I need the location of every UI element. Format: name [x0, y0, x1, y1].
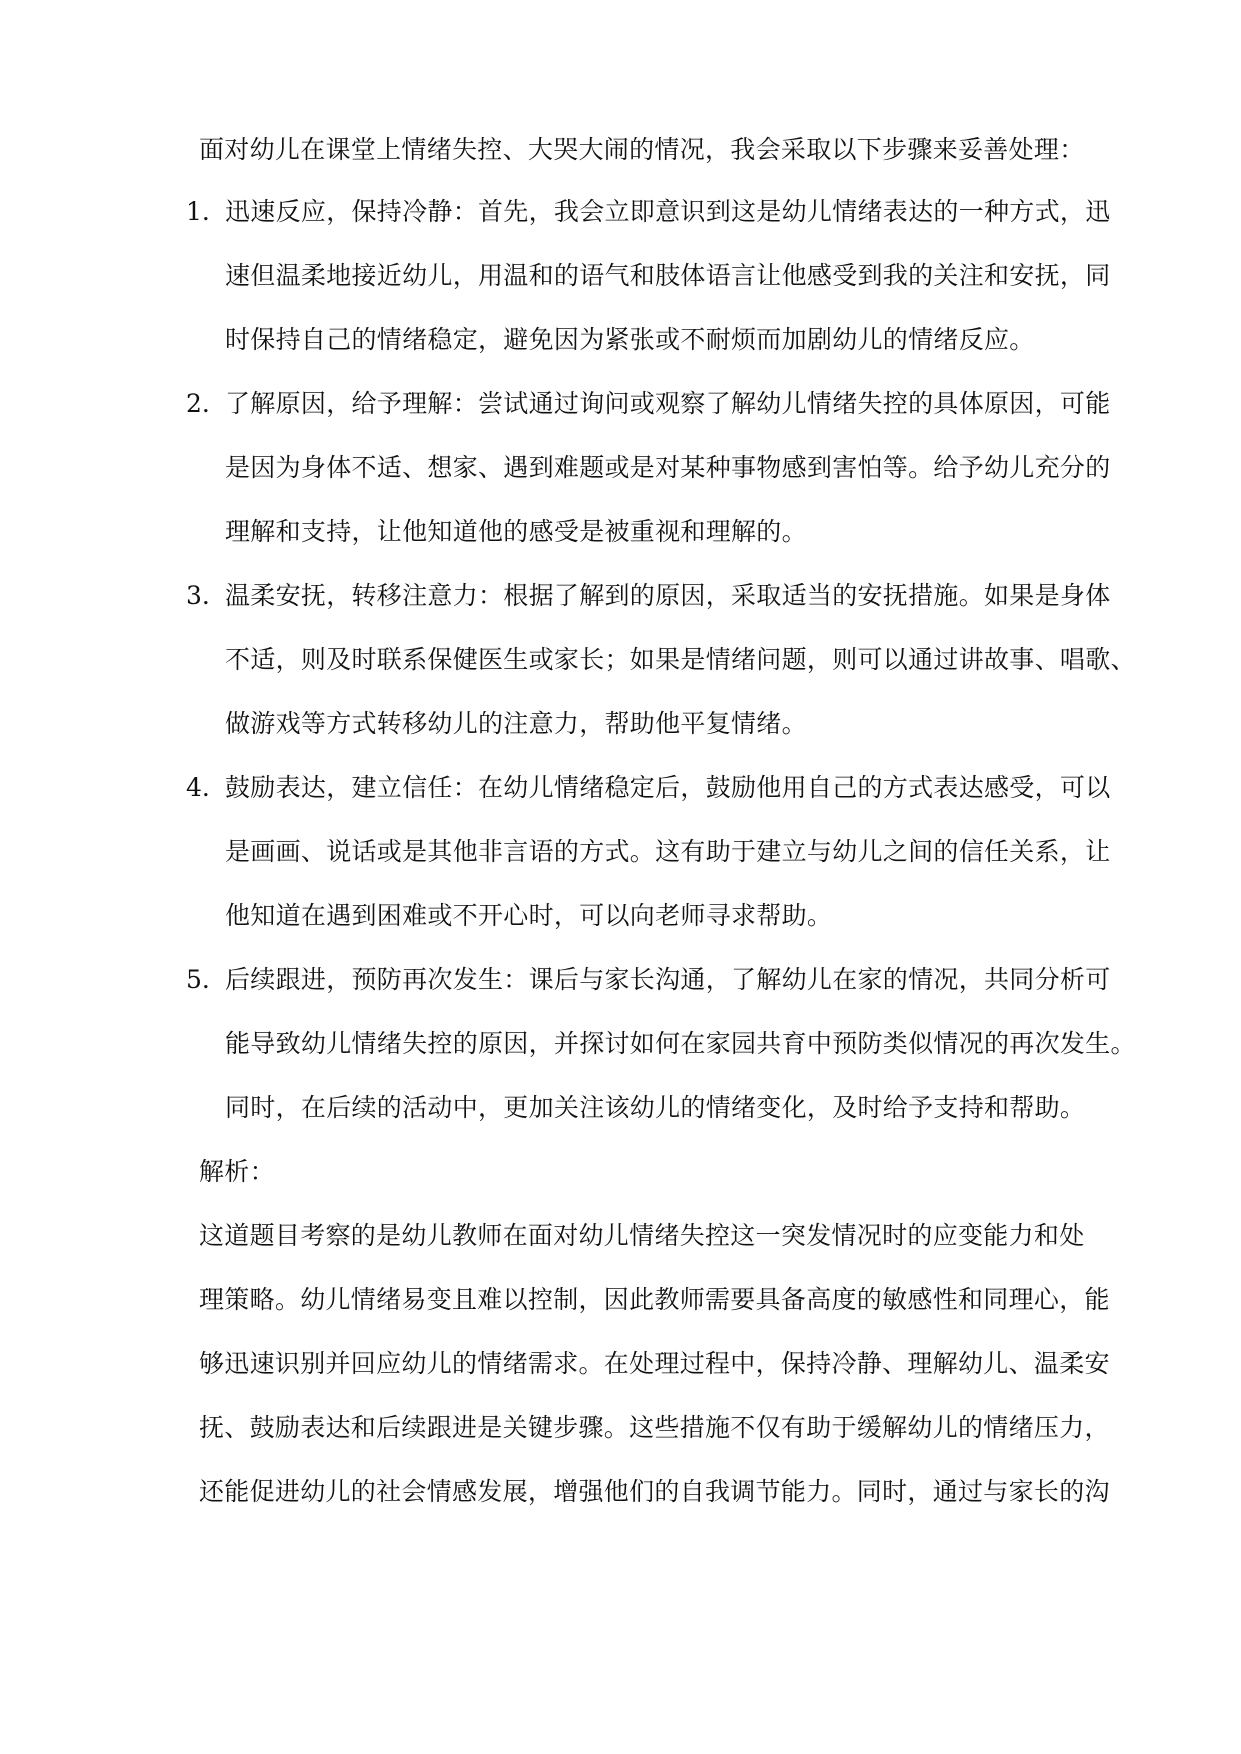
step-line: 时保持自己的情绪稳定，避免因为紧张或不耐烦而加剧幼儿的情绪反应。: [225, 325, 1035, 354]
step-line: 是画画、说话或是其他非言语的方式。这有助于建立与幼儿之间的信任关系，让: [225, 837, 1111, 866]
step-line: 温柔安抚，转移注意力：根据了解到的原因，采取适当的安抚措施。如果是身体: [225, 581, 1111, 610]
step-line: 能导致幼儿情绪失控的原因，并探讨如何在家园共育中预防类似情况的再次发生。: [225, 1029, 1136, 1058]
analysis-line: 这道题目考察的是幼儿教师在面对幼儿情绪失控这一突发情况时的应变能力和处: [199, 1221, 1085, 1250]
step-number: 1.: [186, 197, 210, 226]
step-line: 是因为身体不适、想家、遇到难题或是对某种事物感到害怕等。给予幼儿充分的: [225, 453, 1111, 482]
analysis-line: 还能促进幼儿的社会情感发展，增强他们的自我调节能力。同时，通过与家长的沟: [199, 1477, 1110, 1506]
step-line: 理解和支持，让他知道他的感受是被重视和理解的。: [225, 517, 807, 546]
step-number: 5.: [186, 965, 210, 994]
step-line: 做游戏等方式转移幼儿的注意力，帮助他平复情绪。: [225, 709, 807, 738]
analysis-line: 抚、鼓励表达和后续跟进是关键步骤。这些措施不仅有助于缓解幼儿的情绪压力，: [199, 1413, 1110, 1442]
step-line: 鼓励表达，建立信任：在幼儿情绪稳定后，鼓励他用自己的方式表达感受，可以: [225, 773, 1111, 802]
analysis-heading: 解析：: [199, 1157, 275, 1186]
step-line: 他知道在遇到困难或不开心时，可以向老师寻求帮助。: [225, 901, 833, 930]
analysis-line: 理策略。幼儿情绪易变且难以控制，因此教师需要具备高度的敏感性和同理心，能: [199, 1285, 1110, 1314]
step-line: 迅速反应，保持冷静：首先，我会立即意识到这是幼儿情绪表达的一种方式，迅: [225, 197, 1111, 226]
step-line: 同时，在后续的活动中，更加关注该幼儿的情绪变化，及时给予支持和帮助。: [225, 1093, 1086, 1122]
analysis-line: 够迅速识别并回应幼儿的情绪需求。在处理过程中，保持冷静、理解幼儿、温柔安: [199, 1349, 1110, 1378]
step-number: 3.: [186, 581, 210, 610]
step-number: 2.: [186, 389, 210, 418]
step-line: 后续跟进，预防再次发生：课后与家长沟通，了解幼儿在家的情况，共同分析可: [225, 965, 1111, 994]
intro-paragraph: 面对幼儿在课堂上情绪失控、大哭大闹的情况，我会采取以下步骤来妥善处理：: [199, 135, 1085, 164]
step-line: 了解原因，给予理解：尝试通过询问或观察了解幼儿情绪失控的具体原因，可能: [225, 389, 1111, 418]
step-line: 速但温柔地接近幼儿，用温和的语气和肢体语言让他感受到我的关注和安抚，同: [225, 261, 1111, 290]
step-number: 4.: [186, 773, 210, 802]
step-line: 不适，则及时联系保健医生或家长；如果是情绪问题，则可以通过讲故事、唱歌、: [225, 645, 1136, 674]
